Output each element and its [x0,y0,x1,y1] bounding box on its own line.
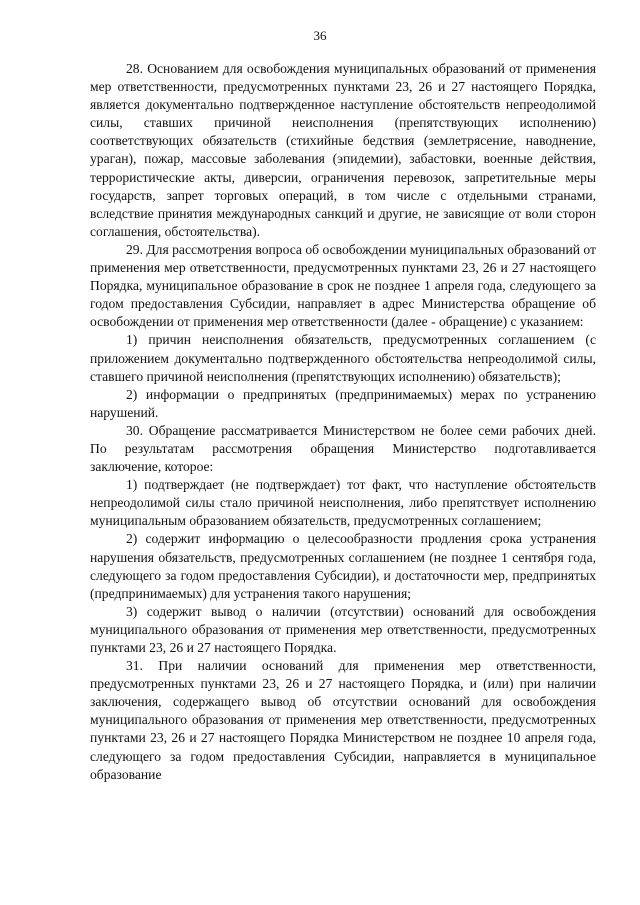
page-number: 36 [313,28,327,43]
paragraph-31: 31. При наличии оснований для применения мер ответственности, предусмотренных пунктами 23, 26 и 27 настоящего Порядка, и (или) при наличии заключения, содержащего вывод об отсутствии оснований для освобождения муниципального образования от применения мер ответственности, предусмотренных пунктами 23, 26 и 27 настоящего Порядка Министерством не позднее 10 апреля года, следующего за годом предоставления Субсидии, направляется в муниципальное образование [90,658,596,782]
paragraph-30: 30. Обращение рассматривается Министерством не более семи рабочих дней. По результатам рассмотрения обращения Министерство подготавливается заключение, которое: [90,422,596,475]
paragraph-30-item-1: 1) подтверждает (не подтверждает) тот факт, что наступление обстоятельств непреодолимой силы стало причиной неисполнения, либо препятствует исполнению муниципальным образованием обязательств, предусмотренных соглашением; [90,477,596,529]
paragraph-29: 29. Для рассмотрения вопроса об освобождении муниципальных образований от применения мер ответственности, предусмотренных пунктами 23, 26 и 27 настоящего Порядка, муниципальное образование в срок не позднее 1 апреля года, следующего за годом предоставления Субсидии, направляет в адрес Министерства обращение об освобождении от применения мер ответственности (далее - обращение) с указанием: [90,241,596,330]
paragraph-30-item-3: 3) содержит вывод о наличии (отсутствии) оснований для освобождения муниципального образования от применения мер ответственности, предусмотренных пунктами 23, 26 и 27 настоящего Порядка. [90,603,596,655]
paragraph-29-item-1: 1) причин неисполнения обязательств, предусмотренных соглашением (с приложением документально подтвержденного обстоятельства непреодолимой силы, ставшего причиной неисполнения (препятствующих исполнению) обязательств); [90,332,596,384]
document-body [90,60,596,784]
paragraph-30-item-2: 2) содержит информацию о целесообразности продления срока устранения нарушения обязательств, предусмотренных соглашением (не позднее 1 сентября года, следующего за годом предоставления Субсидии), и достаточности мер, предпринятых (предпринимаемых) для устранения такого нарушения; [90,531,596,601]
paragraph-29-item-2: 2) информации о предпринятых (предпринимаемых) мерах по устранению нарушений. [90,386,596,420]
paragraph-28: 28. Основанием для освобождения муниципальных образований от применения мер ответственности, предусмотренных пунктами 23, 26 и 27 настоящего Порядка, является документально подтвержденное наступление обстоятельств непреодолимой силы, ставших причиной неисполнения (препятствующих исполнению) соответствующих обязательств (стихийные бедствия (землетрясение, наводнение, ураган), пожар, массовые заболевания (эпидемии), забастовки, военные действия, террористические акты, диверсии, ограничения перевозок, запретительные меры государств, запрет торговых операций, в том числе с отдельными странами, вследствие принятия международных санкций и другие, не зависящие от воли сторон соглашения, обстоятельства). [90,61,596,239]
